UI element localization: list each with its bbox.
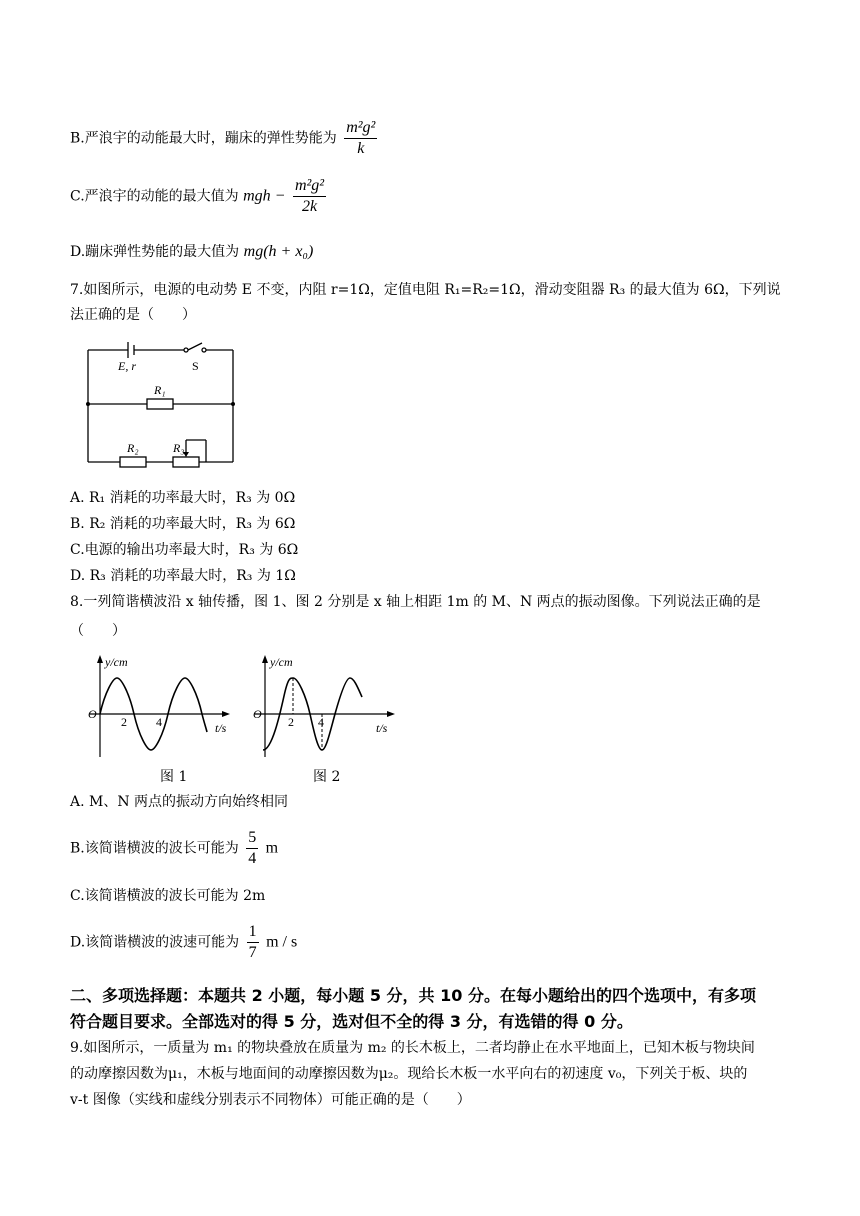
q8-option-b-unit: m	[265, 839, 279, 857]
q6-option-b-text: B.严浪宇的动能最大时，蹦床的弹性势能为	[70, 130, 337, 147]
resistor-r1	[147, 399, 173, 409]
label-r3: R₃	[173, 441, 185, 455]
q6-option-b-fraction	[344, 118, 377, 159]
q7-stem-line-1: 7.如图所示，电源的电动势 E 不变，内阻 r=1Ω，定值电阻 R₁=R₂=1Ω，滑动变阻器 R₃ 的最大值为 6Ω，下列说	[70, 282, 781, 298]
q6-option-d-text: D.蹦床弹性势能的最大值为	[70, 244, 240, 260]
graph1-origin: O	[88, 707, 97, 721]
q8-option-d-unit: m / s	[266, 933, 298, 951]
graph1-xlabel: t/s	[215, 721, 227, 735]
resistor-r3	[173, 457, 199, 467]
section-2-heading-line-1: 二、多项选择题：本题共 2 小题，每小题 5 分，共 10 分。在每小题给出的四个选项中，有多项	[70, 986, 756, 1005]
label-source: E, r	[118, 359, 136, 373]
q7-option-d: D. R₃ 消耗的功率最大时，R₃ 为 1Ω	[70, 568, 296, 584]
q8-option-d-text: D.该简谐横波的波速可能为	[70, 934, 240, 951]
resistor-r2	[120, 457, 146, 467]
q8-option-a: A. M、N 两点的振动方向始终相同	[70, 794, 289, 810]
q9-stem-line-2: 的动摩擦因数为μ₁，木板与地面间的动摩擦因数为μ₂。现给长木板一水平向右的初速度 v₀，下列关于板、块的	[70, 1066, 748, 1082]
q6-option-d-expression: mg(h + x₀)	[243, 243, 314, 260]
q9-stem-line-1: 9.如图所示，一质量为 m₁ 的物块叠放在质量为 m₂ 的长木板上，二者均静止在水平地面上，已知木板与物块间	[70, 1040, 755, 1056]
q8-option-d	[70, 922, 297, 963]
q8-option-b	[70, 828, 278, 869]
label-switch: S	[192, 359, 199, 373]
q6-option-c-text: C.严浪宇的动能的最大值为	[70, 188, 239, 205]
graph1-tick-4: 4	[156, 715, 162, 729]
label-r1: R₁	[154, 383, 166, 397]
switch-blade	[188, 343, 202, 350]
section-2-heading-line-2: 符合题目要求。全部选对的得 5 分，选对但不全的得 3 分，有选错的得 0 分。	[70, 1012, 633, 1031]
q9-stem-line-3: v-t 图像（实线和虚线分别表示不同物体）可能正确的是（ ）	[70, 1092, 471, 1108]
q7-option-b: B. R₂ 消耗的功率最大时，R₃ 为 6Ω	[70, 516, 296, 532]
q8-graph-1-caption: 图 1	[160, 769, 188, 785]
graph2-xlabel: t/s	[376, 721, 388, 735]
q6-option-c-numerator: m²g²	[293, 176, 326, 197]
q8-stem-line-1: 8.一列简谐横波沿 x 轴传播，图 1、图 2 分别是 x 轴上相距 1m 的 M、N 两点的振动图像。下列说法正确的是	[70, 594, 761, 610]
q8-graph-2-caption: 图 2	[313, 769, 341, 785]
q7-stem-line-2: 法正确的是（ ）	[70, 307, 196, 323]
graph2-tick-2: 2	[288, 715, 294, 729]
q8-graph-1	[85, 652, 235, 764]
q7-circuit-diagram	[80, 340, 245, 475]
q6-option-d	[70, 242, 313, 262]
q6-option-b-denominator: k	[357, 140, 365, 157]
q6-option-c-fraction	[293, 176, 326, 217]
q7-option-c: C.电源的输出功率最大时，R₃ 为 6Ω	[70, 542, 299, 558]
q8-option-b-text: B.该简谐横波的波长可能为	[70, 840, 239, 857]
graph1-ylabel: y/cm	[105, 655, 128, 669]
q8-option-d-denominator: 7	[248, 944, 257, 961]
graph2-tick-4: 4	[318, 715, 324, 729]
q8-option-d-numerator: 1	[247, 922, 259, 943]
q8-option-b-denominator: 4	[248, 850, 257, 867]
graph2-origin: O	[253, 707, 262, 721]
q7-option-a: A. R₁ 消耗的功率最大时，R₃ 为 0Ω	[70, 490, 296, 506]
q8-graph-2	[250, 652, 400, 764]
graph1-tick-2: 2	[121, 715, 127, 729]
q8-option-b-numerator: 5	[246, 828, 258, 849]
q6-option-c-expression: mgh −	[243, 187, 286, 205]
q8-option-d-fraction	[247, 922, 259, 963]
q6-option-c-denominator: 2k	[301, 198, 318, 215]
q6-option-b	[70, 118, 380, 159]
graph2-ylabel: y/cm	[270, 655, 293, 669]
label-r2: R₂	[127, 441, 139, 455]
q6-option-b-numerator: m²g²	[344, 118, 377, 139]
q6-option-c	[70, 176, 329, 217]
q8-option-b-fraction	[246, 828, 258, 869]
q8-stem-line-2: （ ）	[70, 623, 126, 639]
q8-option-c: C.该简谐横波的波长可能为 2m	[70, 888, 266, 904]
